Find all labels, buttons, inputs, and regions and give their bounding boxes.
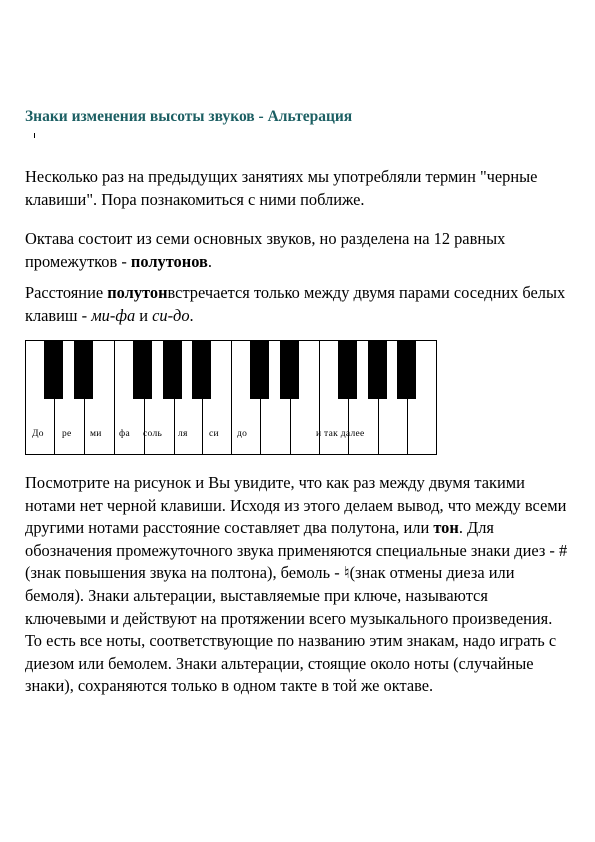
black-key (338, 341, 357, 399)
paragraph-octave (25, 228, 573, 273)
pair-mi-fa: ми-фа (91, 305, 136, 325)
black-key (192, 341, 211, 399)
page-title: Знаки изменения высоты звуков - Альтерация (25, 108, 353, 125)
note-label-fa: фа (119, 429, 130, 439)
pair-si-do: си-до (152, 305, 190, 325)
text-run: Посмотрите на рисунок и Вы увидите, что как раз между двумя такими нотами нет черной клавиши. Исходя из этого делаем вывод, что между всеми другими нотами расстояние составляет два полутона, или (25, 473, 567, 538)
divider-mark (34, 133, 35, 138)
term-tone: тон (433, 518, 459, 538)
text-run: Расстояние (25, 283, 108, 302)
white-key-divider (231, 341, 232, 454)
black-key (163, 341, 182, 399)
black-key (397, 341, 416, 399)
note-label-do-high: до (237, 429, 248, 439)
white-key-divider (114, 341, 115, 454)
text-run: . (189, 305, 194, 325)
black-key (74, 341, 93, 399)
note-label-si: си (209, 429, 219, 439)
term-semitone: полутон (107, 283, 168, 302)
piano-keyboard-image (25, 340, 437, 455)
black-key (133, 341, 152, 399)
note-label-mi: ми (90, 429, 102, 439)
paragraph-semitone-distance (25, 282, 573, 327)
text-run: и (135, 305, 153, 325)
note-label-do: До (32, 429, 44, 439)
text-run: Октава состоит из семи основных звуков, но разделена на 12 равных промежутков - (25, 229, 506, 271)
black-key (44, 341, 63, 399)
paragraph-intro: Несколько раз на предыдущих занятиях мы употребляли термин "черные клавиши". Пора познакомиться с ними поближе. (25, 167, 538, 209)
black-key (280, 341, 299, 399)
text-run: . Для обозначения промежуточного звука применяются специальные знаки диез - #(знак повышения звука на полтона), бемоль - ♮(знак отмены диеза или бемоля). Знаки альтерации, выставляемые при ключе, называются ключевыми и действуют на протяжении всего музыкального произведения. То есть все ноты, соответствующие по названию этим знакам, надо играть с диезом или бемолем. Знаки альтерации, стоящие около ноты (случайные знаки), сохраняются только в одном такте в той же октаве. (25, 518, 568, 696)
text-run: . (207, 251, 212, 271)
black-key (250, 341, 269, 399)
black-key (368, 341, 387, 399)
paragraph-explanation (25, 472, 573, 698)
note-label-la: ля (178, 429, 188, 439)
text-run: встречается только между двумя парами соседних белых клавиш - (25, 283, 566, 325)
note-label-etc: и так далее (316, 429, 365, 439)
note-label-sol: соль (143, 429, 163, 439)
note-label-re: ре (62, 429, 72, 439)
term-semitones: полутонов (130, 251, 208, 271)
